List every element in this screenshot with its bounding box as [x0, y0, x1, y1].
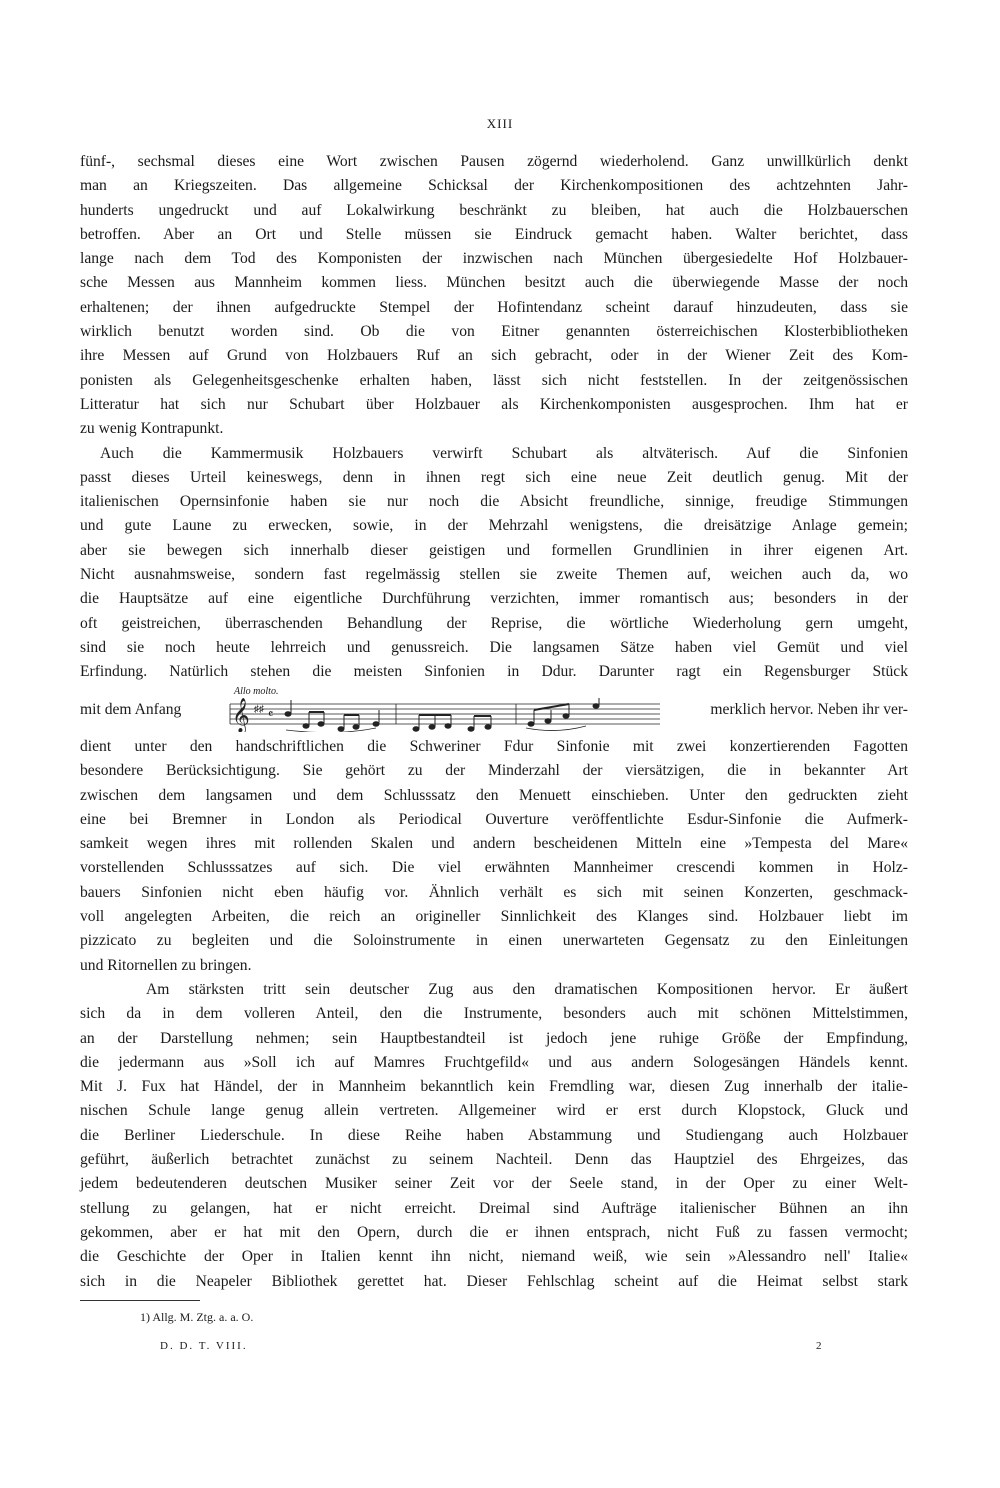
text-line: pizzicato zu begleiten und die Soloinstrumente in einen unerwarteten Gegensatz zu den Einleitungen [80, 932, 908, 950]
svg-text:♯♯: ♯♯ [254, 704, 264, 715]
sheet-signature: D. D. T. VIII. [160, 1340, 248, 1352]
text-line: Litteratur hat sich nur Schubart über Holzbauer als Kirchenkomponisten ausgesprochen. Ihm hat er [80, 395, 908, 413]
text-line: an der Darstellung nehmen; sein Hauptbestandteil ist jedoch jene ruhige Größe der Empfindung, [80, 1029, 908, 1047]
text-line: Mit J. Fux hat Händel, der in Mannheim bekanntlich kein Fremdling war, diesen Zug innerhalb der italie- [80, 1078, 908, 1096]
paragraphs-upper [80, 150, 908, 685]
text-line: zwischen dem langsamen und dem Schlusssatz den Menuett einschieben. Unter den gedruckten zieht [80, 786, 908, 804]
text-line: aber sie bewegen sich innerhalb dieser geistigen und formellen Grundlinien in ihrer eigenen Art. [80, 541, 908, 559]
text-line: Auch die Kammermusik Holzbauers verwirft Schubart als altväterisch. Auf die Sinfonien [100, 444, 908, 462]
text-line: wirklich benutzt worden sind. Ob die von Eitner genannten österreichischen Klosterbibliotheken [80, 323, 908, 341]
text-line: bauers Sinfonien nicht eben häufig vor. Ähnlich verhält es sich mit seinen Konzerten, geschmack- [80, 883, 908, 901]
text-line: geführt, äußerlich betrachtet zunächst zu seinem Nachteil. Denn das Hauptziel des Ehrgeizes, das [80, 1151, 908, 1169]
music-line-lead: mit dem Anfang [80, 701, 182, 718]
text-line: betroffen. Aber an Ort und Stelle müssen sie Eindruck gemacht haben. Walter berichtet, dass [80, 225, 908, 243]
page-number: XIII [486, 116, 514, 131]
text-line: man an Kriegszeiten. Das allgemeine Schicksal der Kirchenkompositionen des achtzehnten Jahr- [80, 177, 908, 195]
paragraphs-lower [80, 735, 908, 1294]
footnote: 1) Allg. M. Ztg. a. a. O. [140, 1310, 254, 1324]
text-line: gekommen, aber er hat mit den Opern, durch die er ihnen entsprach, nicht Fuß zu fassen vermocht; [80, 1223, 908, 1241]
text-line: und Ritornellen zu bringen. [80, 956, 252, 974]
text-line: eine bei Bremner in London als Periodical Ouverture veröffentlichte Esdur-Sinfonie die Aufmerk- [80, 810, 908, 828]
text-line: besondere Berücksichtigung. Sie gehört zu der Minderzahl der viersätzigen, die in bekannter Art [80, 762, 908, 780]
text-line: die Geschichte der Oper in Italien kennt ihn nicht, niemand weiß, wie sein »Alessandro nell' Italie« [80, 1248, 908, 1266]
text-line: die Hauptsätze auf eine eigentliche Durchführung verzichten, immer romantisch aus; besonders in der [80, 590, 908, 608]
music-staff-excerpt [226, 698, 660, 732]
text-line: vorstellenden Schlusssatzes auf sich. Die viel erwähnten Mannheimer crescendi kommen in Holz- [80, 859, 908, 877]
sheet-number: 2 [816, 1340, 822, 1352]
text-line: sind sie noch heute lehrreich und genussreich. Die langsamen Sätze haben viel Gemüt und viel [80, 638, 908, 656]
text-line: zu wenig Kontrapunkt. [80, 420, 224, 438]
text-line: voll angelegten Arbeiten, die reich an origineller Sinnlichkeit des Klanges sind. Holzbauer liebt im [80, 908, 908, 926]
music-example-line [80, 686, 908, 737]
text-line: Am stärksten tritt sein deutscher Zug aus den dramatischen Kompositionen hervor. Er äußert [146, 980, 908, 998]
text-line: sche Messen aus Mannheim kommen liess. München besitzt auch die überwiegende Masse der noch [80, 274, 908, 292]
text-line: die jedermann aus »Soll ich auf Mamres Fruchtgefild« und aus andern Sologesängen Händels kennt. [80, 1053, 908, 1071]
text-line: und gute Laune zu erwecken, sowie, in der Mehrzahl wenigstens, die dreisätzige Anlage gemein; [80, 517, 908, 535]
text-line: Erfindung. Natürlich stehen die meisten Sinfonien in Ddur. Darunter ragt ein Regensburger Stück [80, 663, 908, 681]
text-line: erhaltenen; der ihnen aufgedruckte Stempel der Hofintendanz scheint darauf hinzudeuten, dass sie [80, 298, 908, 316]
text-line: die Berliner Liederschule. In diese Reihe haben Abstammung und Studiengang auch Holzbauer [80, 1126, 908, 1144]
svg-text:𝄞: 𝄞 [232, 698, 250, 732]
text-line: ponisten als Gelegenheitsgeschenke erhalten haben, lässt sich nicht feststellen. In der zeitgenössischen [80, 371, 908, 389]
text-line: oft geistreichen, überraschenden Behandlung der Reprise, die wörtliche Wiederholung gern umgeht, [80, 614, 908, 632]
text-line: ihre Messen auf Grund von Holzbauers Ruf an sich gebracht, oder in der Wiener Zeit des Kom- [80, 347, 908, 365]
text-line: italienischen Opernsinfonie haben sie nur noch die Absicht freundliche, sinnige, freudige Stimmungen [80, 493, 908, 511]
text-line: fünf-, sechsmal dieses eine Wort zwischen Pausen zögernd wiederholend. Ganz unwillkürlich denkt [80, 153, 908, 170]
text-line: Nicht ausnahmsweise, sondern fast regelmässig stellen sie zweite Themen auf, weichen auch da, wo [80, 566, 908, 584]
text-line: nischen Schule lange genug allein vertreten. Allgemeiner wird er erst durch Klopstock, Gluck und [80, 1102, 908, 1120]
text-line: sich da in dem volleren Anteil, den die Instrumente, besonders auch mit schönen Mittelstimmen, [80, 1005, 908, 1023]
svg-text:𝄴: 𝄴 [268, 707, 274, 721]
text-line: hunderts ungedruckt und auf Lokalwirkung beschränkt zu bleiben, hat auch die Holzbauerschen [80, 201, 908, 219]
text-line: sich in die Neapeler Bibliothek gerettet hat. Dieser Fehlschlag scheint auf die Heimat selbst stark [80, 1272, 908, 1290]
text-line: passt dieses Urteil keineswegs, denn in ihnen regt sich eine neue Zeit deutlich genug. Mit der [80, 468, 908, 486]
footnote-divider [80, 1300, 200, 1301]
text-line: dient unter den handschriftlichen die Schweriner Fdur Sinfonie mit zwei konzertierenden Fagotten [80, 738, 908, 755]
text-line: samkeit wegen ihres mit rollenden Skalen und andern bescheidenen Mitteln eine »Tempesta del Mare« [80, 835, 908, 853]
text-line: lange nach dem Tod des Komponisten der inzwischen nach München übergesiedelte Hof Holzbauer- [80, 250, 908, 268]
text-line: jedem bedeutenderen deutschen Musiker seiner Zeit vor der Seele stand, in der Oper zu einer Welt- [80, 1175, 908, 1193]
music-line-tail: merklich hervor. Neben ihr ver- [710, 701, 908, 718]
text-line: stellung zu gelangen, hat er nicht erreicht. Dreimal sind Aufträge italienischer Bühnen an ihn [80, 1199, 908, 1217]
music-tempo-marking: Allo molto. [234, 686, 279, 697]
